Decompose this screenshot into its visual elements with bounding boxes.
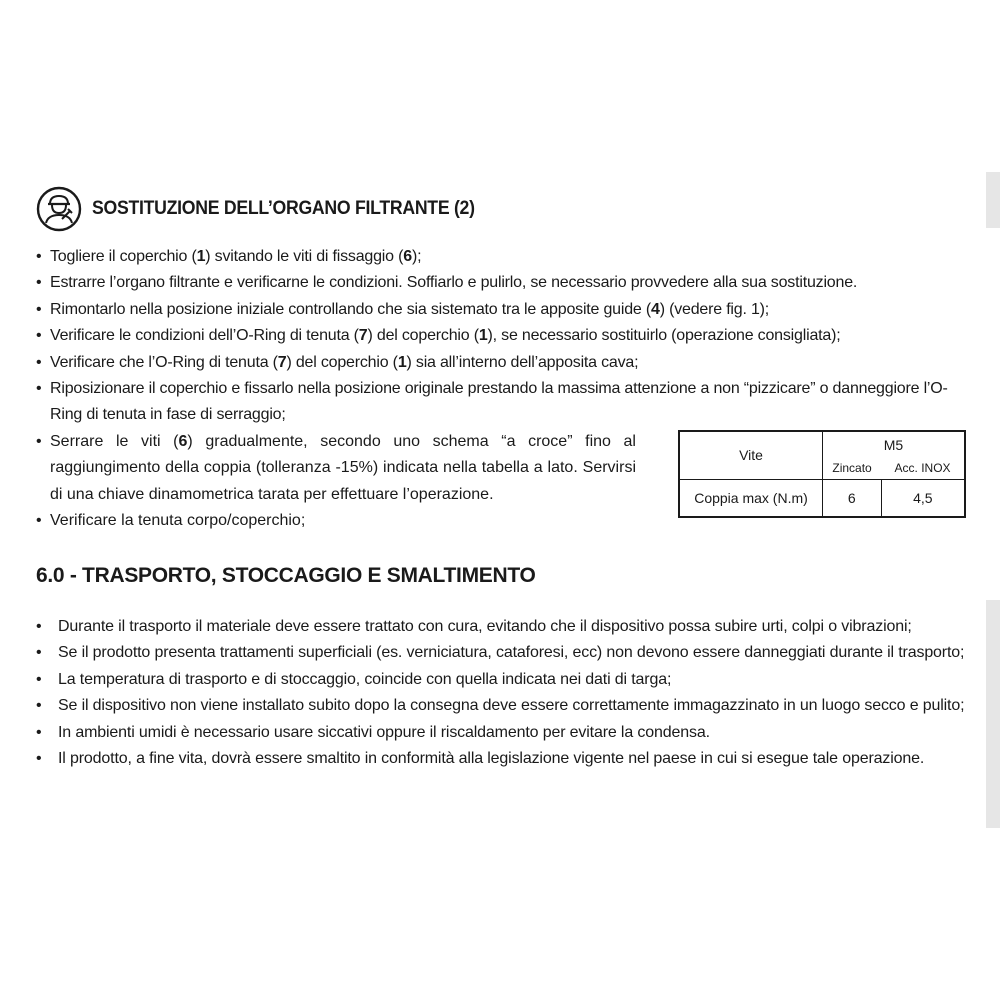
list-item	[36, 350, 956, 376]
list-text: Se il dispositivo non viene installato subito dopo la consegna deve essere correttamente immagazzinato in un luogo secco e pulito;	[58, 697, 965, 715]
list-text: Riposizionare il coperchio e fissarlo nella posizione originale prestando la massima attenzione a non “pizzicare” o danneggiore l’O-Ring di tenuta in fase di serraggio;	[50, 380, 948, 424]
list-text: );	[411, 248, 422, 265]
reference-number: 4	[651, 300, 660, 318]
list-item	[36, 720, 981, 746]
torque-row-label: Coppia max (N.m)	[679, 479, 823, 517]
reference-number: 6	[403, 248, 412, 265]
list-text: ), se necessario sostituirlo (operazione consigliata);	[487, 327, 841, 345]
reference-number: 7	[358, 327, 368, 345]
list-item	[36, 270, 956, 296]
list-item	[36, 244, 956, 270]
list-item	[36, 614, 981, 640]
list-text: Estrarre l’organo filtrante e verificarne le condizioni. Soffiarlo e pulirlo, se necessario provvedere alla sua sostituzione.	[50, 274, 858, 292]
torque-table	[678, 430, 966, 518]
list-text: ) (vedere fig. 1);	[659, 300, 770, 318]
list-item	[36, 376, 956, 429]
technician-icon	[36, 186, 82, 232]
transport-list	[36, 614, 981, 772]
torque-value-zinc: 6	[823, 479, 882, 517]
list-text: Serrare le viti (	[50, 433, 179, 450]
list-text: Il prodotto, a fine vita, dovrà essere smaltito in conformità alla legislazione vigente nel paese in cui si esegue tale operazione.	[58, 750, 925, 768]
list-item	[36, 429, 636, 508]
page-edge-shadow-top	[986, 172, 1000, 228]
list-text: ) del coperchio (	[367, 327, 479, 345]
section-title: SOSTITUZIONE DELL’ORGANO FILTRANTE (2)	[92, 198, 475, 219]
section-title-transport: 6.0 - TRASPORTO, STOCCAGGIO E SMALTIMENTO	[36, 564, 536, 587]
list-item	[36, 667, 981, 693]
list-text: ) del coperchio (	[286, 353, 398, 371]
list-text: ) svitando le viti di fissaggio (	[205, 248, 404, 265]
list-text: Togliere il coperchio (	[50, 248, 197, 265]
list-item	[36, 640, 981, 666]
reference-number: 1	[397, 353, 407, 371]
list-item	[36, 508, 636, 534]
list-text: ) sia all’interno dell’apposita cava;	[406, 353, 639, 371]
list-item	[36, 323, 956, 349]
list-item	[36, 297, 956, 323]
reference-number: 1	[196, 248, 206, 265]
list-text: Durante il trasporto il materiale deve essere trattato con cura, evitando che il dispositivo possa subire urti, colpi o vibrazioni;	[58, 618, 912, 635]
list-item	[36, 693, 981, 719]
finish-zinc-header: Zincato	[823, 457, 882, 479]
filter-steps-list	[36, 244, 956, 429]
finish-inox-header: Acc. INOX	[881, 457, 965, 479]
reference-number: 6	[178, 433, 188, 450]
screw-column-header: Vite	[679, 431, 823, 479]
filter-steps-list-continued	[36, 429, 636, 535]
list-text: Rimontarlo nella posizione iniziale controllando che sia sistemato tra le apposite guide (	[50, 300, 652, 318]
section-header-filter-replacement	[36, 186, 504, 232]
list-text: La temperatura di trasporto e di stoccaggio, coincide con quella indicata nei dati di targa;	[58, 670, 672, 688]
reference-number: 7	[277, 353, 287, 371]
list-text: Verificare la tenuta corpo/coperchio;	[50, 512, 306, 530]
list-text: ) gradualmente, secondo uno schema “a croce” fino al raggiungimento della coppia (tolleranza -15%) indicata nella tabella a lato. Servirsi di una chiave dinamometrica tarata per effettuare l’operazione.	[50, 433, 636, 503]
page-edge-shadow-bottom	[986, 600, 1000, 828]
torque-value-inox: 4,5	[881, 479, 965, 517]
list-text: In ambienti umidi è necessario usare siccativi oppure il riscaldamento per evitare la condensa.	[58, 723, 710, 741]
list-text: Verificare le condizioni dell’O-Ring di tenuta (	[50, 327, 359, 345]
screw-size-header: M5	[823, 431, 966, 457]
list-text: Se il prodotto presenta trattamenti superficiali (es. verniciatura, cataforesi, ecc) non devono essere danneggiati durante il trasporto;	[58, 644, 965, 662]
list-text: Verificare che l’O-Ring di tenuta (	[50, 353, 278, 371]
reference-number: 1	[478, 327, 488, 345]
list-item	[36, 746, 981, 772]
